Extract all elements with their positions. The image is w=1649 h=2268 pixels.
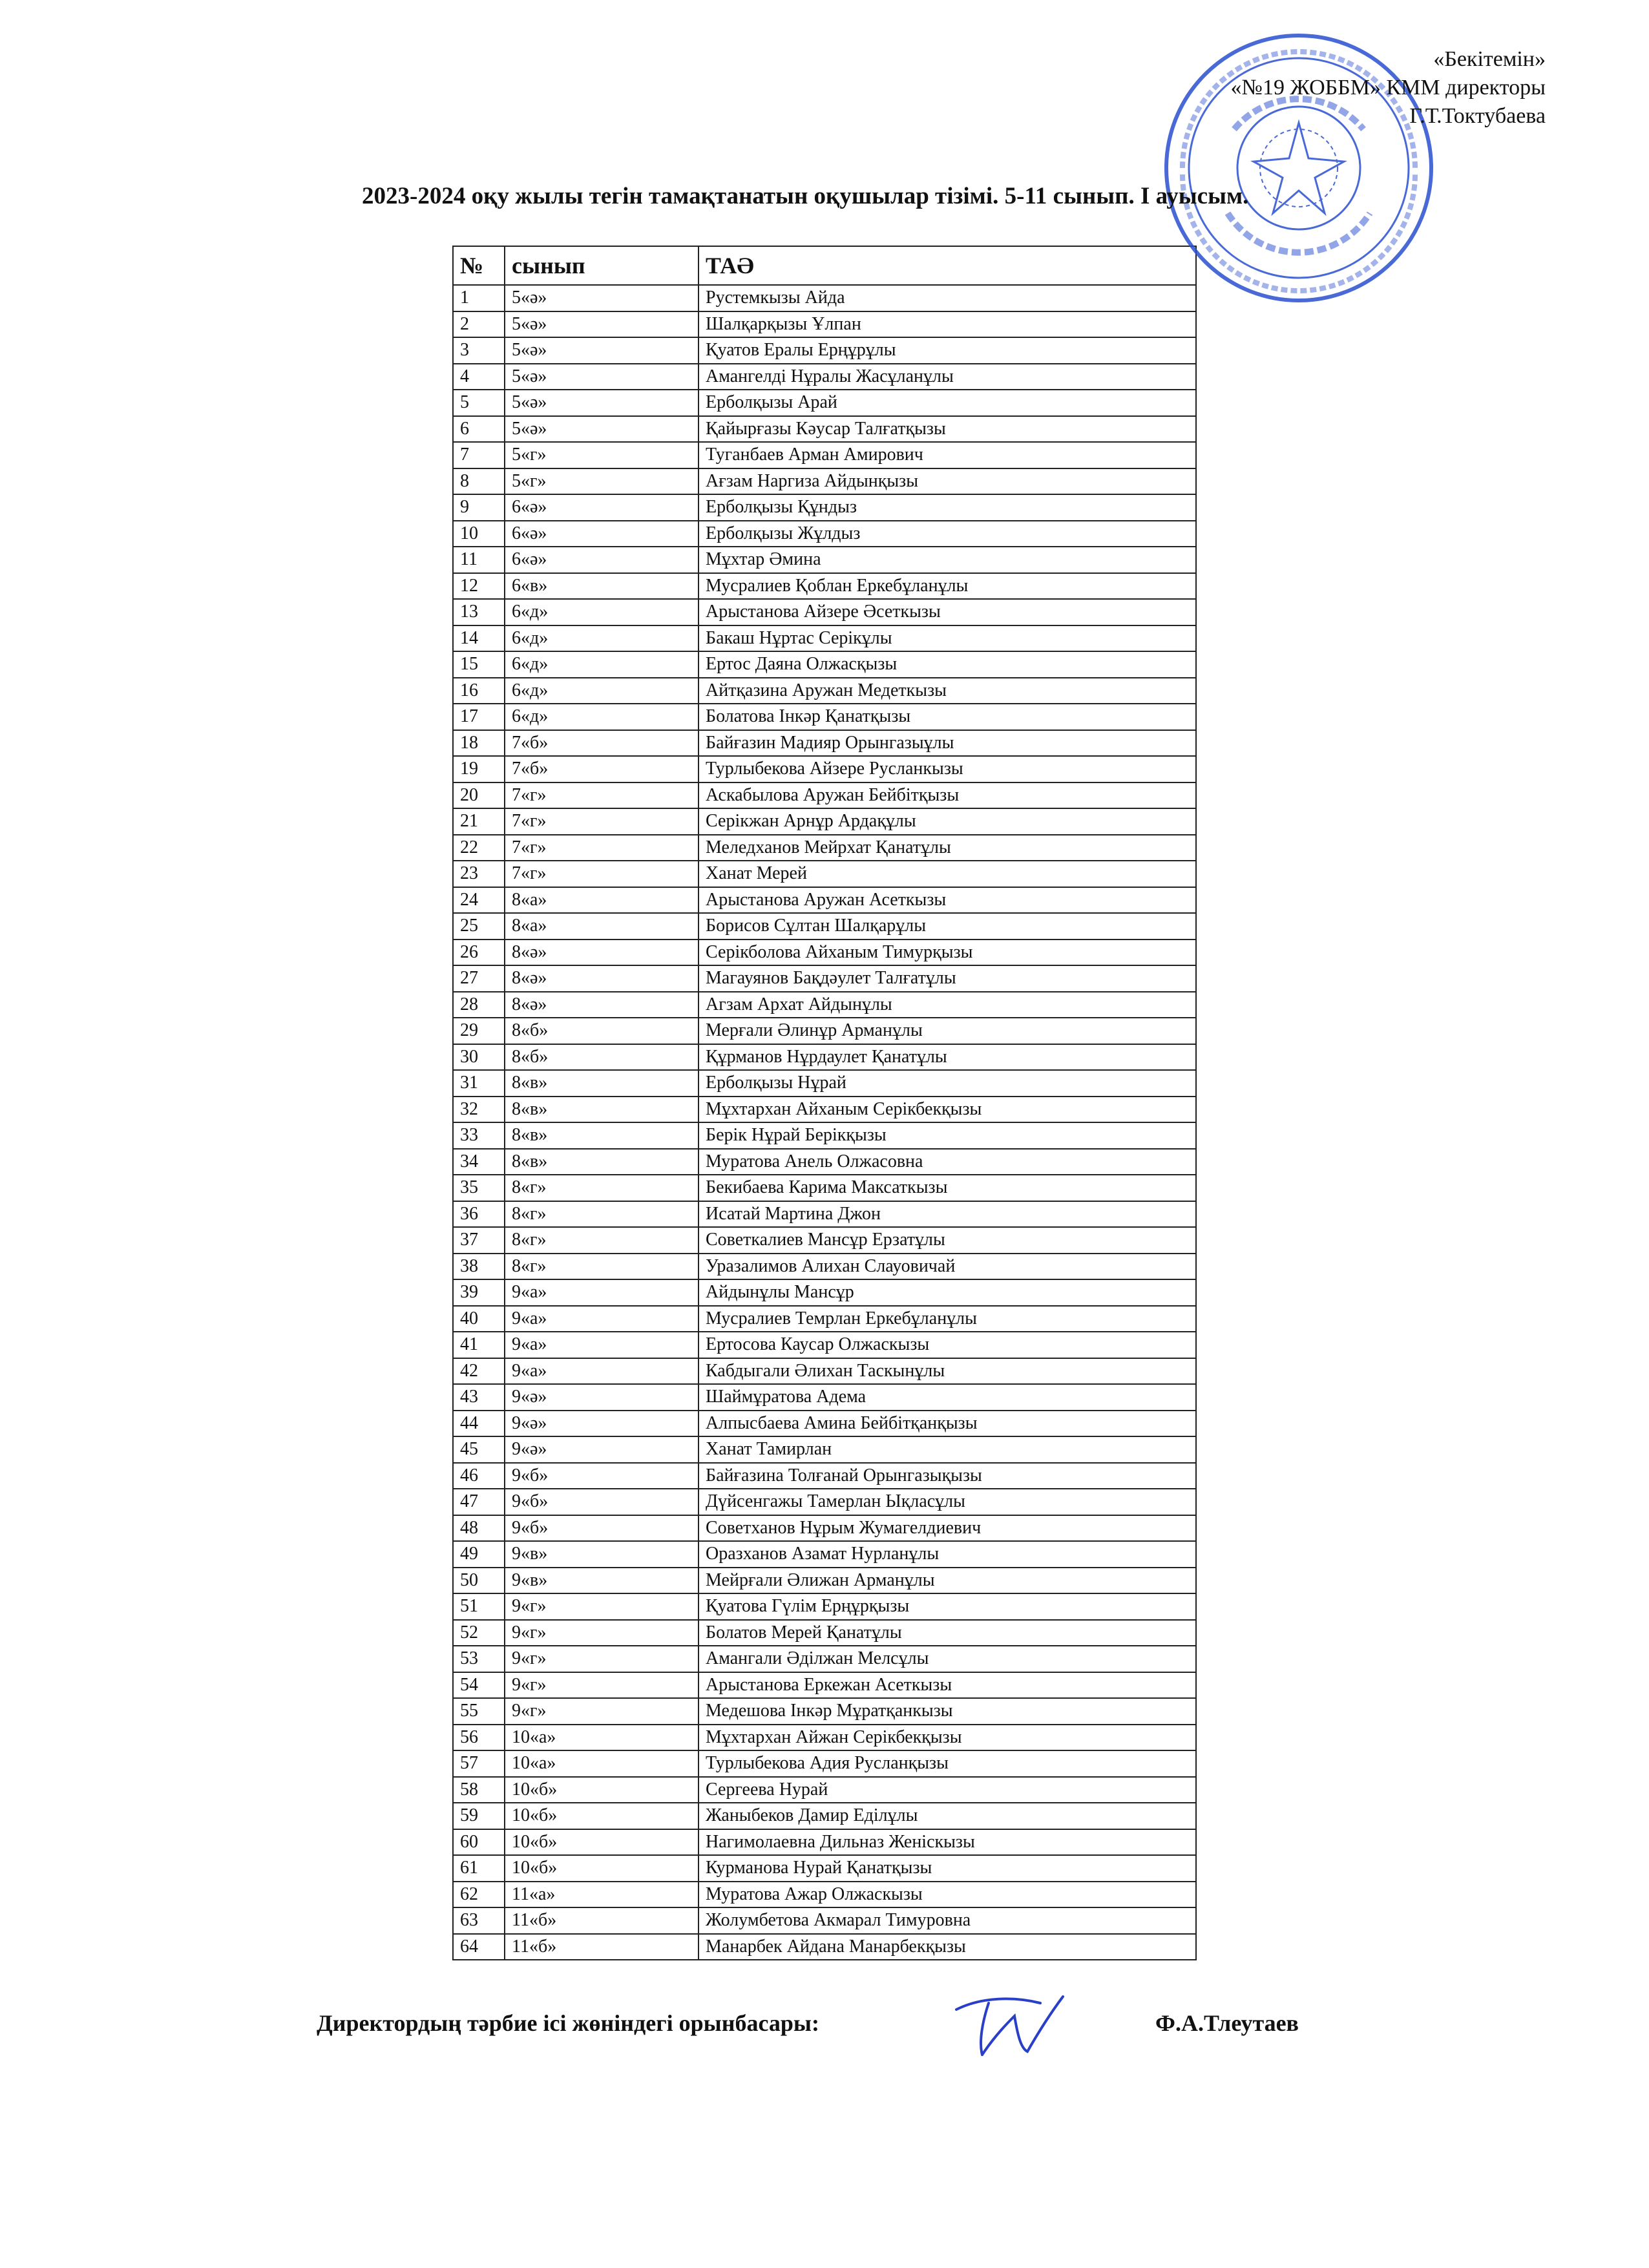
row-full-name: Болатов Мерей Қанатұлы xyxy=(698,1620,1196,1646)
row-full-name: Амангали Әділжан Мелсұлы xyxy=(698,1646,1196,1672)
row-number: 61 xyxy=(453,1855,505,1882)
table-row xyxy=(453,573,1196,600)
row-class: 6«ә» xyxy=(505,547,698,573)
table-row xyxy=(453,1070,1196,1097)
table-body xyxy=(453,285,1196,1960)
row-full-name: Айтқазина Аружан Медеткызы xyxy=(698,678,1196,704)
table-row xyxy=(453,965,1196,992)
row-full-name: Қайырғазы Кәусар Талғатқызы xyxy=(698,416,1196,443)
row-number: 10 xyxy=(453,521,505,547)
row-number: 27 xyxy=(453,965,505,992)
row-class: 9«г» xyxy=(505,1698,698,1725)
table-row xyxy=(453,1593,1196,1620)
row-number: 25 xyxy=(453,913,505,940)
table-row xyxy=(453,285,1196,311)
row-full-name: Алпысбаева Амина Бейбітқанқызы xyxy=(698,1411,1196,1437)
approval-block xyxy=(1231,45,1546,131)
row-full-name: Бакаш Нұртас Серікұлы xyxy=(698,625,1196,652)
row-full-name: Жолумбетова Акмарал Тимуровна xyxy=(698,1907,1196,1934)
row-full-name: Турлыбекова Айзере Русланкызы xyxy=(698,756,1196,782)
row-full-name: Шалқарқызы Ұлпан xyxy=(698,311,1196,338)
row-class: 10«б» xyxy=(505,1803,698,1829)
row-full-name: Арыстанова Аружан Асеткызы xyxy=(698,887,1196,914)
row-class: 9«г» xyxy=(505,1593,698,1620)
row-full-name: Кабдыгали Әлихан Таскынұлы xyxy=(698,1358,1196,1385)
row-number: 55 xyxy=(453,1698,505,1725)
row-number: 40 xyxy=(453,1306,505,1332)
table-row xyxy=(453,625,1196,652)
row-class: 9«в» xyxy=(505,1568,698,1594)
row-full-name: Мұхтархан Айжан Серікбекқызы xyxy=(698,1725,1196,1751)
row-full-name: Қуатов Ералы Ерңұрұлы xyxy=(698,337,1196,364)
row-class: 10«а» xyxy=(505,1750,698,1777)
table-row xyxy=(453,1254,1196,1280)
row-full-name: Манарбек Айдана Манарбекқызы xyxy=(698,1934,1196,1960)
table-row xyxy=(453,442,1196,468)
row-full-name: Ағзам Наргиза Айдынқызы xyxy=(698,468,1196,495)
row-full-name: Жаныбеков Дамир Еділұлы xyxy=(698,1803,1196,1829)
table-row xyxy=(453,494,1196,521)
table-row xyxy=(453,887,1196,914)
row-full-name: Агзам Архат Айдынұлы xyxy=(698,992,1196,1018)
header-full-name: ТАӘ xyxy=(698,246,1196,285)
row-full-name: Аскабылова Аружан Бейбітқызы xyxy=(698,782,1196,809)
row-full-name: Байғазин Мадияр Орынгазыұлы xyxy=(698,730,1196,757)
row-number: 6 xyxy=(453,416,505,443)
row-full-name: Туганбаев Арман Амирович xyxy=(698,442,1196,468)
row-full-name: Рустемкызы Айда xyxy=(698,285,1196,311)
table-row xyxy=(453,390,1196,416)
row-number: 64 xyxy=(453,1934,505,1960)
row-full-name: Серікболова Айханым Тимурқызы xyxy=(698,940,1196,966)
row-number: 33 xyxy=(453,1122,505,1149)
row-class: 5«ә» xyxy=(505,390,698,416)
row-number: 1 xyxy=(453,285,505,311)
row-number: 31 xyxy=(453,1070,505,1097)
table-row xyxy=(453,704,1196,730)
signer-name: Ф.А.Тлеутаев xyxy=(1155,2010,1299,2036)
table-row xyxy=(453,1436,1196,1463)
table-row xyxy=(453,1122,1196,1149)
row-full-name: Ерболқызы Жұлдыз xyxy=(698,521,1196,547)
row-number: 22 xyxy=(453,835,505,861)
row-full-name: Советкалиев Мансұр Ерзатұлы xyxy=(698,1227,1196,1254)
row-number: 62 xyxy=(453,1882,505,1908)
row-full-name: Серікжан Арнұр Ардақұлы xyxy=(698,808,1196,835)
signature-icon xyxy=(943,1990,1073,2061)
table-row xyxy=(453,835,1196,861)
row-full-name: Муратова Ажар Олжаскызы xyxy=(698,1882,1196,1908)
row-full-name: Мусралиев Қоблан Еркебұланұлы xyxy=(698,573,1196,600)
table-row xyxy=(453,468,1196,495)
row-class: 8«б» xyxy=(505,1044,698,1071)
row-class: 10«б» xyxy=(505,1829,698,1856)
table-row xyxy=(453,1411,1196,1437)
row-full-name: Бекибаева Карима Максаткызы xyxy=(698,1175,1196,1201)
row-class: 5«ә» xyxy=(505,285,698,311)
row-full-name: Меледханов Мейрхат Қанатұлы xyxy=(698,835,1196,861)
row-class: 8«в» xyxy=(505,1122,698,1149)
row-class: 5«г» xyxy=(505,468,698,495)
row-full-name: Советханов Нұрым Жумагелдиевич xyxy=(698,1515,1196,1542)
header-class: сынып xyxy=(505,246,698,285)
row-full-name: Оразханов Азамат Нурланұлы xyxy=(698,1541,1196,1568)
table-row xyxy=(453,337,1196,364)
row-number: 39 xyxy=(453,1279,505,1306)
row-class: 9«б» xyxy=(505,1463,698,1489)
table-row xyxy=(453,1672,1196,1699)
row-full-name: Құрманов Нұрдаулет Қанатұлы xyxy=(698,1044,1196,1071)
row-class: 6«в» xyxy=(505,573,698,600)
row-number: 56 xyxy=(453,1725,505,1751)
table-row xyxy=(453,1018,1196,1044)
table-row xyxy=(453,1855,1196,1882)
row-full-name: Курманова Нурай Қанатқызы xyxy=(698,1855,1196,1882)
row-class: 8«в» xyxy=(505,1097,698,1123)
row-number: 4 xyxy=(453,364,505,390)
row-number: 34 xyxy=(453,1149,505,1175)
row-full-name: Мұхтар Әмина xyxy=(698,547,1196,573)
table-row xyxy=(453,521,1196,547)
row-number: 44 xyxy=(453,1411,505,1437)
table-row xyxy=(453,1279,1196,1306)
row-full-name: Муратова Анель Олжасовна xyxy=(698,1149,1196,1175)
row-class: 10«б» xyxy=(505,1855,698,1882)
row-number: 7 xyxy=(453,442,505,468)
row-number: 29 xyxy=(453,1018,505,1044)
row-full-name: Сергеева Нурай xyxy=(698,1777,1196,1803)
row-class: 9«б» xyxy=(505,1515,698,1542)
row-number: 32 xyxy=(453,1097,505,1123)
table-row xyxy=(453,1227,1196,1254)
row-full-name: Арыстанова Айзере Әсеткызы xyxy=(698,599,1196,625)
row-class: 8«б» xyxy=(505,1018,698,1044)
table-row xyxy=(453,1332,1196,1358)
row-number: 51 xyxy=(453,1593,505,1620)
table-row xyxy=(453,1541,1196,1568)
table-row xyxy=(453,1175,1196,1201)
row-class: 9«а» xyxy=(505,1279,698,1306)
table-row xyxy=(453,1934,1196,1960)
table-row xyxy=(453,1568,1196,1594)
row-class: 7«г» xyxy=(505,861,698,887)
row-full-name: Болатова Інкәр Қанатқызы xyxy=(698,704,1196,730)
row-class: 6«д» xyxy=(505,651,698,678)
row-class: 9«г» xyxy=(505,1672,698,1699)
document-title: 2023-2024 оқу жылы тегін тамақтанатын оқушылар тізімі. 5-11 сынып. І ауысым. xyxy=(362,183,1249,209)
row-full-name: Ерболқызы Құндыз xyxy=(698,494,1196,521)
row-full-name: Медешова Інкәр Мұратқанкызы xyxy=(698,1698,1196,1725)
row-number: 23 xyxy=(453,861,505,887)
row-class: 9«г» xyxy=(505,1646,698,1672)
row-full-name: Нагимолаевна Дильназ Женіскызы xyxy=(698,1829,1196,1856)
row-class: 9«ә» xyxy=(505,1436,698,1463)
row-class: 8«в» xyxy=(505,1149,698,1175)
row-class: 7«б» xyxy=(505,756,698,782)
row-full-name: Ханат Мерей xyxy=(698,861,1196,887)
row-full-name: Борисов Сұлтан Шалқарұлы xyxy=(698,913,1196,940)
row-number: 18 xyxy=(453,730,505,757)
row-full-name: Дүйсенгажы Тамерлан Ықласұлы xyxy=(698,1489,1196,1515)
table-row xyxy=(453,1044,1196,1071)
row-full-name: Мейрғали Әлижан Арманұлы xyxy=(698,1568,1196,1594)
row-number: 3 xyxy=(453,337,505,364)
row-full-name: Мұхтархан Айханым Серікбекқызы xyxy=(698,1097,1196,1123)
row-full-name: Турлыбекова Адия Русланқызы xyxy=(698,1750,1196,1777)
row-class: 7«б» xyxy=(505,730,698,757)
table-row xyxy=(453,1201,1196,1228)
row-number: 43 xyxy=(453,1384,505,1411)
table-row xyxy=(453,311,1196,338)
row-class: 10«б» xyxy=(505,1777,698,1803)
row-class: 10«а» xyxy=(505,1725,698,1751)
row-number: 37 xyxy=(453,1227,505,1254)
table-row xyxy=(453,1882,1196,1908)
row-class: 9«г» xyxy=(505,1620,698,1646)
row-full-name: Ертос Даяна Олжасқызы xyxy=(698,651,1196,678)
row-full-name: Уразалимов Алихан Слауовичай xyxy=(698,1254,1196,1280)
row-number: 13 xyxy=(453,599,505,625)
row-class: 6«ә» xyxy=(505,521,698,547)
row-number: 12 xyxy=(453,573,505,600)
row-class: 6«ә» xyxy=(505,494,698,521)
table-row xyxy=(453,1646,1196,1672)
row-class: 11«б» xyxy=(505,1907,698,1934)
table-row xyxy=(453,1698,1196,1725)
table-row xyxy=(453,599,1196,625)
table-row xyxy=(453,1620,1196,1646)
row-full-name: Байғазина Толғанай Орынгазықызы xyxy=(698,1463,1196,1489)
row-number: 16 xyxy=(453,678,505,704)
row-number: 26 xyxy=(453,940,505,966)
row-class: 9«а» xyxy=(505,1306,698,1332)
row-class: 7«г» xyxy=(505,782,698,809)
row-number: 60 xyxy=(453,1829,505,1856)
table-row xyxy=(453,808,1196,835)
row-number: 11 xyxy=(453,547,505,573)
table-row xyxy=(453,782,1196,809)
row-number: 54 xyxy=(453,1672,505,1699)
row-number: 41 xyxy=(453,1332,505,1358)
table-row xyxy=(453,1358,1196,1385)
row-class: 8«ә» xyxy=(505,940,698,966)
row-class: 9«ә» xyxy=(505,1411,698,1437)
row-number: 38 xyxy=(453,1254,505,1280)
table-row xyxy=(453,1907,1196,1934)
table-row xyxy=(453,416,1196,443)
table-row xyxy=(453,678,1196,704)
table-row xyxy=(453,1829,1196,1856)
row-full-name: Арыстанова Еркежан Асеткызы xyxy=(698,1672,1196,1699)
students-table xyxy=(452,246,1197,1960)
row-class: 9«а» xyxy=(505,1332,698,1358)
row-number: 9 xyxy=(453,494,505,521)
row-full-name: Қуатова Гүлім Ерңұрқызы xyxy=(698,1593,1196,1620)
row-number: 57 xyxy=(453,1750,505,1777)
row-number: 8 xyxy=(453,468,505,495)
row-number: 20 xyxy=(453,782,505,809)
row-class: 5«г» xyxy=(505,442,698,468)
row-full-name: Ертосова Каусар Олжаскызы xyxy=(698,1332,1196,1358)
row-full-name: Исатай Мартина Джон xyxy=(698,1201,1196,1228)
row-class: 8«ә» xyxy=(505,965,698,992)
row-class: 6«д» xyxy=(505,678,698,704)
approval-line-2: «№19 ЖОББМ» КММ директоры xyxy=(1230,76,1546,100)
row-number: 48 xyxy=(453,1515,505,1542)
row-number: 50 xyxy=(453,1568,505,1594)
table-row xyxy=(453,547,1196,573)
row-number: 47 xyxy=(453,1489,505,1515)
row-class: 7«г» xyxy=(505,808,698,835)
table-row xyxy=(453,756,1196,782)
row-number: 45 xyxy=(453,1436,505,1463)
row-number: 2 xyxy=(453,311,505,338)
row-number: 42 xyxy=(453,1358,505,1385)
table-row xyxy=(453,1489,1196,1515)
row-class: 8«г» xyxy=(505,1175,698,1201)
table-row xyxy=(453,364,1196,390)
row-number: 52 xyxy=(453,1620,505,1646)
table-row xyxy=(453,1097,1196,1123)
signature-footer xyxy=(317,1997,1299,2055)
row-class: 8«а» xyxy=(505,913,698,940)
row-class: 8«ә» xyxy=(505,992,698,1018)
row-number: 14 xyxy=(453,625,505,652)
table-row xyxy=(453,913,1196,940)
students-table-container xyxy=(452,246,1195,1960)
row-class: 7«г» xyxy=(505,835,698,861)
table-row xyxy=(453,651,1196,678)
row-class: 8«в» xyxy=(505,1070,698,1097)
row-full-name: Ханат Тамирлан xyxy=(698,1436,1196,1463)
row-full-name: Магауянов Бақдәулет Талғатұлы xyxy=(698,965,1196,992)
row-class: 8«г» xyxy=(505,1254,698,1280)
row-class: 6«д» xyxy=(505,704,698,730)
table-row xyxy=(453,861,1196,887)
table-row xyxy=(453,1803,1196,1829)
row-class: 9«ә» xyxy=(505,1384,698,1411)
row-class: 11«б» xyxy=(505,1934,698,1960)
signer-role: Директордың тәрбие ісі жөніндегі орынбасары: xyxy=(317,2010,819,2036)
table-row xyxy=(453,1384,1196,1411)
row-number: 28 xyxy=(453,992,505,1018)
approval-line-3: Г.Т.Токтубаева xyxy=(1409,104,1546,128)
row-full-name: Мерғали Әлинұр Арманұлы xyxy=(698,1018,1196,1044)
row-class: 8«а» xyxy=(505,887,698,914)
row-number: 53 xyxy=(453,1646,505,1672)
row-class: 5«ә» xyxy=(505,337,698,364)
row-class: 8«г» xyxy=(505,1227,698,1254)
row-number: 59 xyxy=(453,1803,505,1829)
row-full-name: Шаймұратова Адема xyxy=(698,1384,1196,1411)
row-full-name: Берік Нұрай Берікқызы xyxy=(698,1122,1196,1149)
table-row xyxy=(453,940,1196,966)
approval-line-1: «Бекітемін» xyxy=(1433,47,1546,71)
row-class: 5«ә» xyxy=(505,416,698,443)
row-number: 49 xyxy=(453,1541,505,1568)
header-number: № xyxy=(453,246,505,285)
row-number: 36 xyxy=(453,1201,505,1228)
row-class: 11«а» xyxy=(505,1882,698,1908)
table-row xyxy=(453,992,1196,1018)
row-full-name: Мусралиев Темрлан Еркебұланұлы xyxy=(698,1306,1196,1332)
row-class: 8«г» xyxy=(505,1201,698,1228)
row-class: 6«д» xyxy=(505,599,698,625)
row-class: 9«в» xyxy=(505,1541,698,1568)
row-full-name: Амангелді Нұралы Жасұланұлы xyxy=(698,364,1196,390)
table-row xyxy=(453,1725,1196,1751)
table-row xyxy=(453,1777,1196,1803)
row-number: 5 xyxy=(453,390,505,416)
table-row xyxy=(453,1149,1196,1175)
table-row xyxy=(453,1515,1196,1542)
row-full-name: Ерболқызы Нұрай xyxy=(698,1070,1196,1097)
row-number: 46 xyxy=(453,1463,505,1489)
row-number: 19 xyxy=(453,756,505,782)
row-class: 9«а» xyxy=(505,1358,698,1385)
row-class: 5«ә» xyxy=(505,311,698,338)
row-number: 63 xyxy=(453,1907,505,1934)
row-full-name: Ерболқызы Арай xyxy=(698,390,1196,416)
table-row xyxy=(453,1463,1196,1489)
row-number: 24 xyxy=(453,887,505,914)
table-row xyxy=(453,1750,1196,1777)
row-number: 58 xyxy=(453,1777,505,1803)
table-row xyxy=(453,1306,1196,1332)
row-class: 6«д» xyxy=(505,625,698,652)
row-class: 5«ә» xyxy=(505,364,698,390)
table-header-row xyxy=(453,246,1196,285)
row-number: 35 xyxy=(453,1175,505,1201)
row-full-name: Айдынұлы Мансұр xyxy=(698,1279,1196,1306)
row-number: 15 xyxy=(453,651,505,678)
row-number: 17 xyxy=(453,704,505,730)
row-number: 30 xyxy=(453,1044,505,1071)
table-row xyxy=(453,730,1196,757)
row-class: 9«б» xyxy=(505,1489,698,1515)
row-number: 21 xyxy=(453,808,505,835)
